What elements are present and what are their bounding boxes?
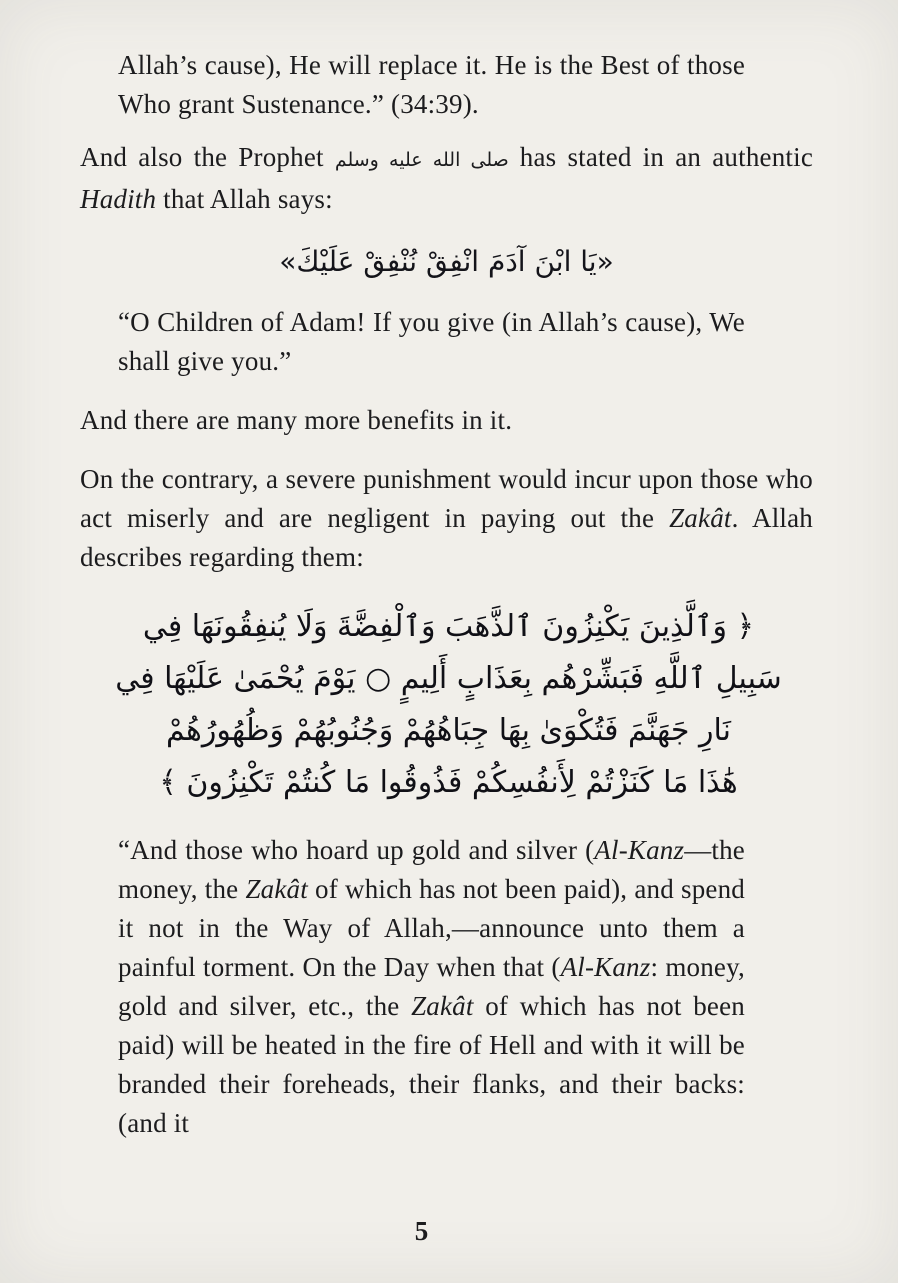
text-run: —the money, the (118, 835, 745, 904)
text-run: On the contrary, a severe punishment would incur upon those who act miserly and are negligent in paying out the (80, 464, 813, 533)
text-run: of which has not been paid), and spend it not in the Way of Allah,—announce unto them a painful torment. On the Day when that ( (118, 874, 746, 982)
zakat-term: Zakât (669, 503, 732, 533)
benefits-line: And there are many more benefits in it. (80, 405, 513, 435)
hadith-term: Hadith (80, 184, 157, 214)
contrary-paragraph (80, 460, 813, 577)
text-run: “And those who hoard up gold and silver ( (118, 835, 595, 865)
salawat-arabic-text: صلى الله عليه وسلم (334, 149, 509, 171)
text-run: that Allah says: (156, 184, 333, 214)
text-run: And also the Prophet (80, 142, 335, 172)
verse-quote-sustenance: Allah’s cause), He will replace it. He is the Best of those Who grant Sustenance.” (34:39). (118, 50, 745, 119)
hadith-arabic-text: «يَا ابْنَ آدَمَ انْفِقْ نُنْفِقْ عَلَيْكَ» (279, 245, 614, 278)
quran-verse-line: نَارِ جَهَنَّمَ فَتُكْوَىٰ بِهَا جِبَاهُهُمْ وَجُنُوبُهُمْ وَظُهُورُهُمْ (166, 713, 731, 748)
quran-verse-arabic (90, 601, 807, 809)
page-number: 5 (414, 1216, 429, 1246)
text-run: has stated in an authentic (508, 142, 814, 172)
text-run: . Allah describes regarding them: (80, 503, 813, 572)
al-kanz-term: Al-Kanz (560, 952, 651, 982)
text-run: : money, gold and silver, etc., the (118, 952, 745, 1021)
quran-verse-line: سَبِيلِ ٱللَّهِ فَبَشِّرْهُم بِعَذَابٍ أَلِيمٍ ○ يَوْمَ يُحْمَىٰ عَلَيْهَا فِي (115, 661, 782, 696)
zakat-term: Zakât (245, 874, 308, 904)
zakat-term: Zakât (411, 991, 474, 1021)
quran-verse-line: ﴿ وَٱلَّذِينَ يَكْنِزُونَ ٱلذَّهَبَ وَٱلْفِضَّةَ وَلَا يُنفِقُونَهَا فِي (142, 609, 755, 644)
prophet-paragraph (80, 138, 813, 219)
al-kanz-term: Al-Kanz (594, 835, 685, 865)
quran-verse-line: هَٰذَا مَا كَنَزْتُمْ لِأَنفُسِكُمْ فَذُوقُوا مَا كُنتُمْ تَكْنِزُونَ ﴾ (159, 765, 738, 800)
hadith-translation-quote: “O Children of Adam! If you give (in Allah’s cause), We shall give you.” (118, 307, 745, 376)
text-run: of which has not been paid) will be heated in the fire of Hell and with it will be branded their foreheads, their flanks, and their backs: (and it (118, 991, 745, 1138)
quran-translation-quote (118, 831, 745, 1143)
